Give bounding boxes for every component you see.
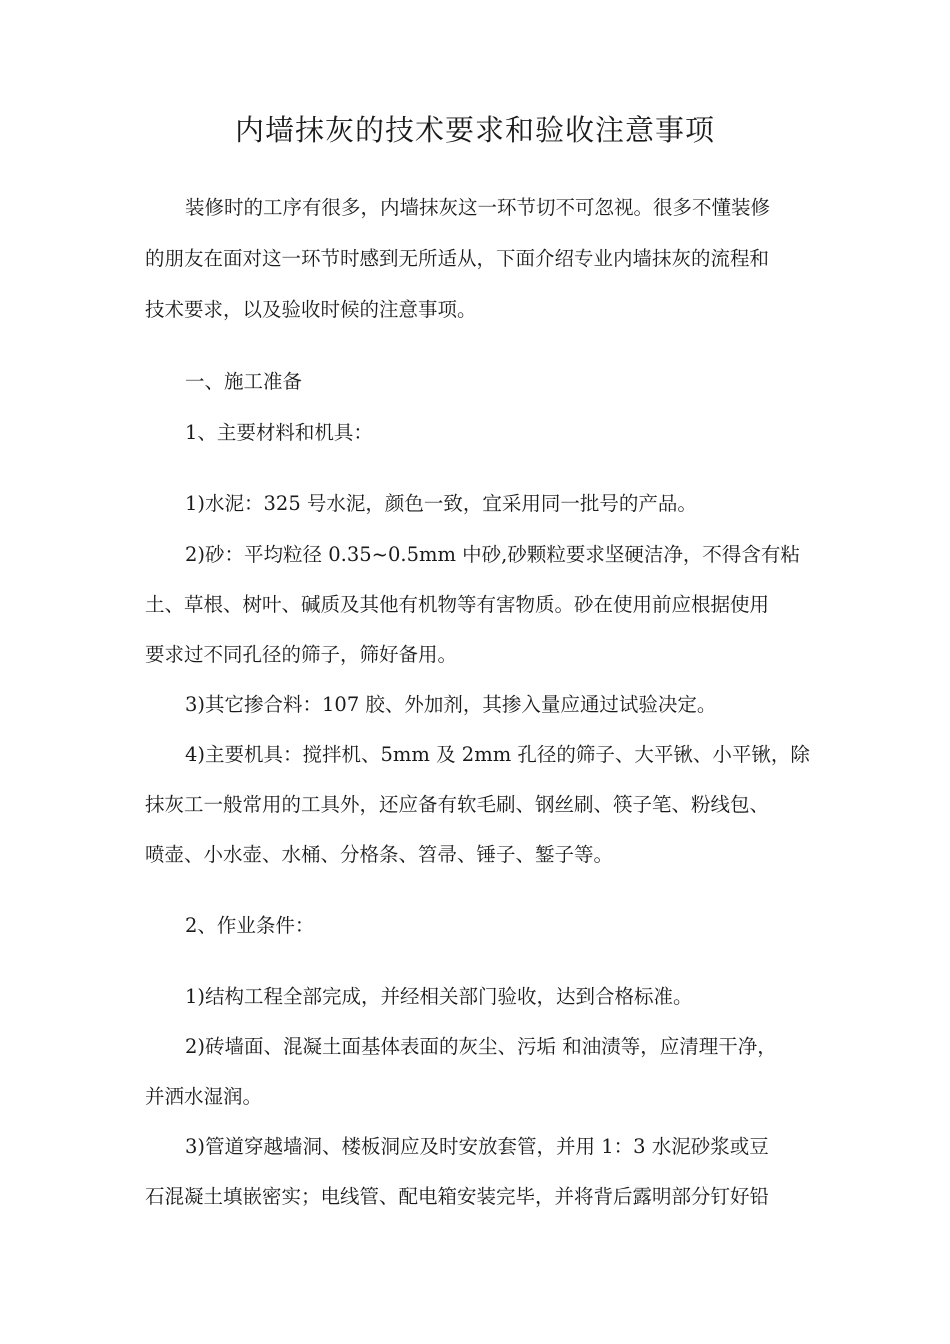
list-item: 2)砖墙面、混凝土面基体表面的灰尘、污垢 和油渍等，应清理干净， (185, 1035, 777, 1058)
list-item: 3)管道穿越墙洞、楼板洞应及时安放套管，并用 1：3 水泥砂浆或豆 (185, 1135, 769, 1158)
list-item: 1)水泥：325 号水泥，颜色一致，宜采用同一批号的产品。 (185, 492, 697, 515)
paragraph-line: 的朋友在面对这一环节时感到无所适从，下面介绍专业内墙抹灰的流程和 (145, 247, 770, 270)
list-item-continuation: 喷壶、小水壶、水桶、分格条、笤帚、锤子、錾子等。 (145, 843, 614, 866)
list-item: 1)结构工程全部完成，并经相关部门验收，达到合格标准。 (185, 985, 693, 1008)
document-title: 内墙抹灰的技术要求和验收注意事项 (234, 113, 715, 147)
list-item-continuation: 土、草根、树叶、碱质及其他有机物等有害物质。砂在使用前应根据使用 (145, 593, 770, 616)
list-item: 3)其它掺合料：107 胶、外加剂，其掺入量应通过试验决定。 (185, 693, 717, 716)
list-item-continuation: 并洒水湿润。 (145, 1085, 263, 1108)
list-item-continuation: 要求过不同孔径的筛子，筛好备用。 (145, 643, 458, 666)
paragraph-line: 装修时的工序有很多，内墙抹灰这一环节切不可忽视。很多不懂装修 (185, 196, 771, 219)
list-item-continuation: 抹灰工一般常用的工具外，还应备有软毛刷、钢丝刷、筷子笔、粉线包、 (145, 793, 770, 816)
list-item-continuation: 石混凝土填嵌密实；电线管、配电箱安装完毕，并将背后露明部分钉好铅 (145, 1185, 770, 1208)
section-heading: 一、施工准备 (185, 370, 303, 393)
subsection-heading: 2、作业条件： (185, 914, 315, 937)
list-item: 2)砂：平均粒径 0.35~0.5mm 中砂,砂颗粒要求坚硬洁净，不得含有粘 (185, 543, 800, 566)
paragraph-line: 技术要求，以及验收时候的注意事项。 (145, 298, 477, 321)
list-item: 4)主要机具：搅拌机、5mm 及 2mm 孔径的筛子、大平锹、小平锹，除 (185, 743, 810, 766)
subsection-heading: 1、主要材料和机具： (185, 421, 373, 444)
